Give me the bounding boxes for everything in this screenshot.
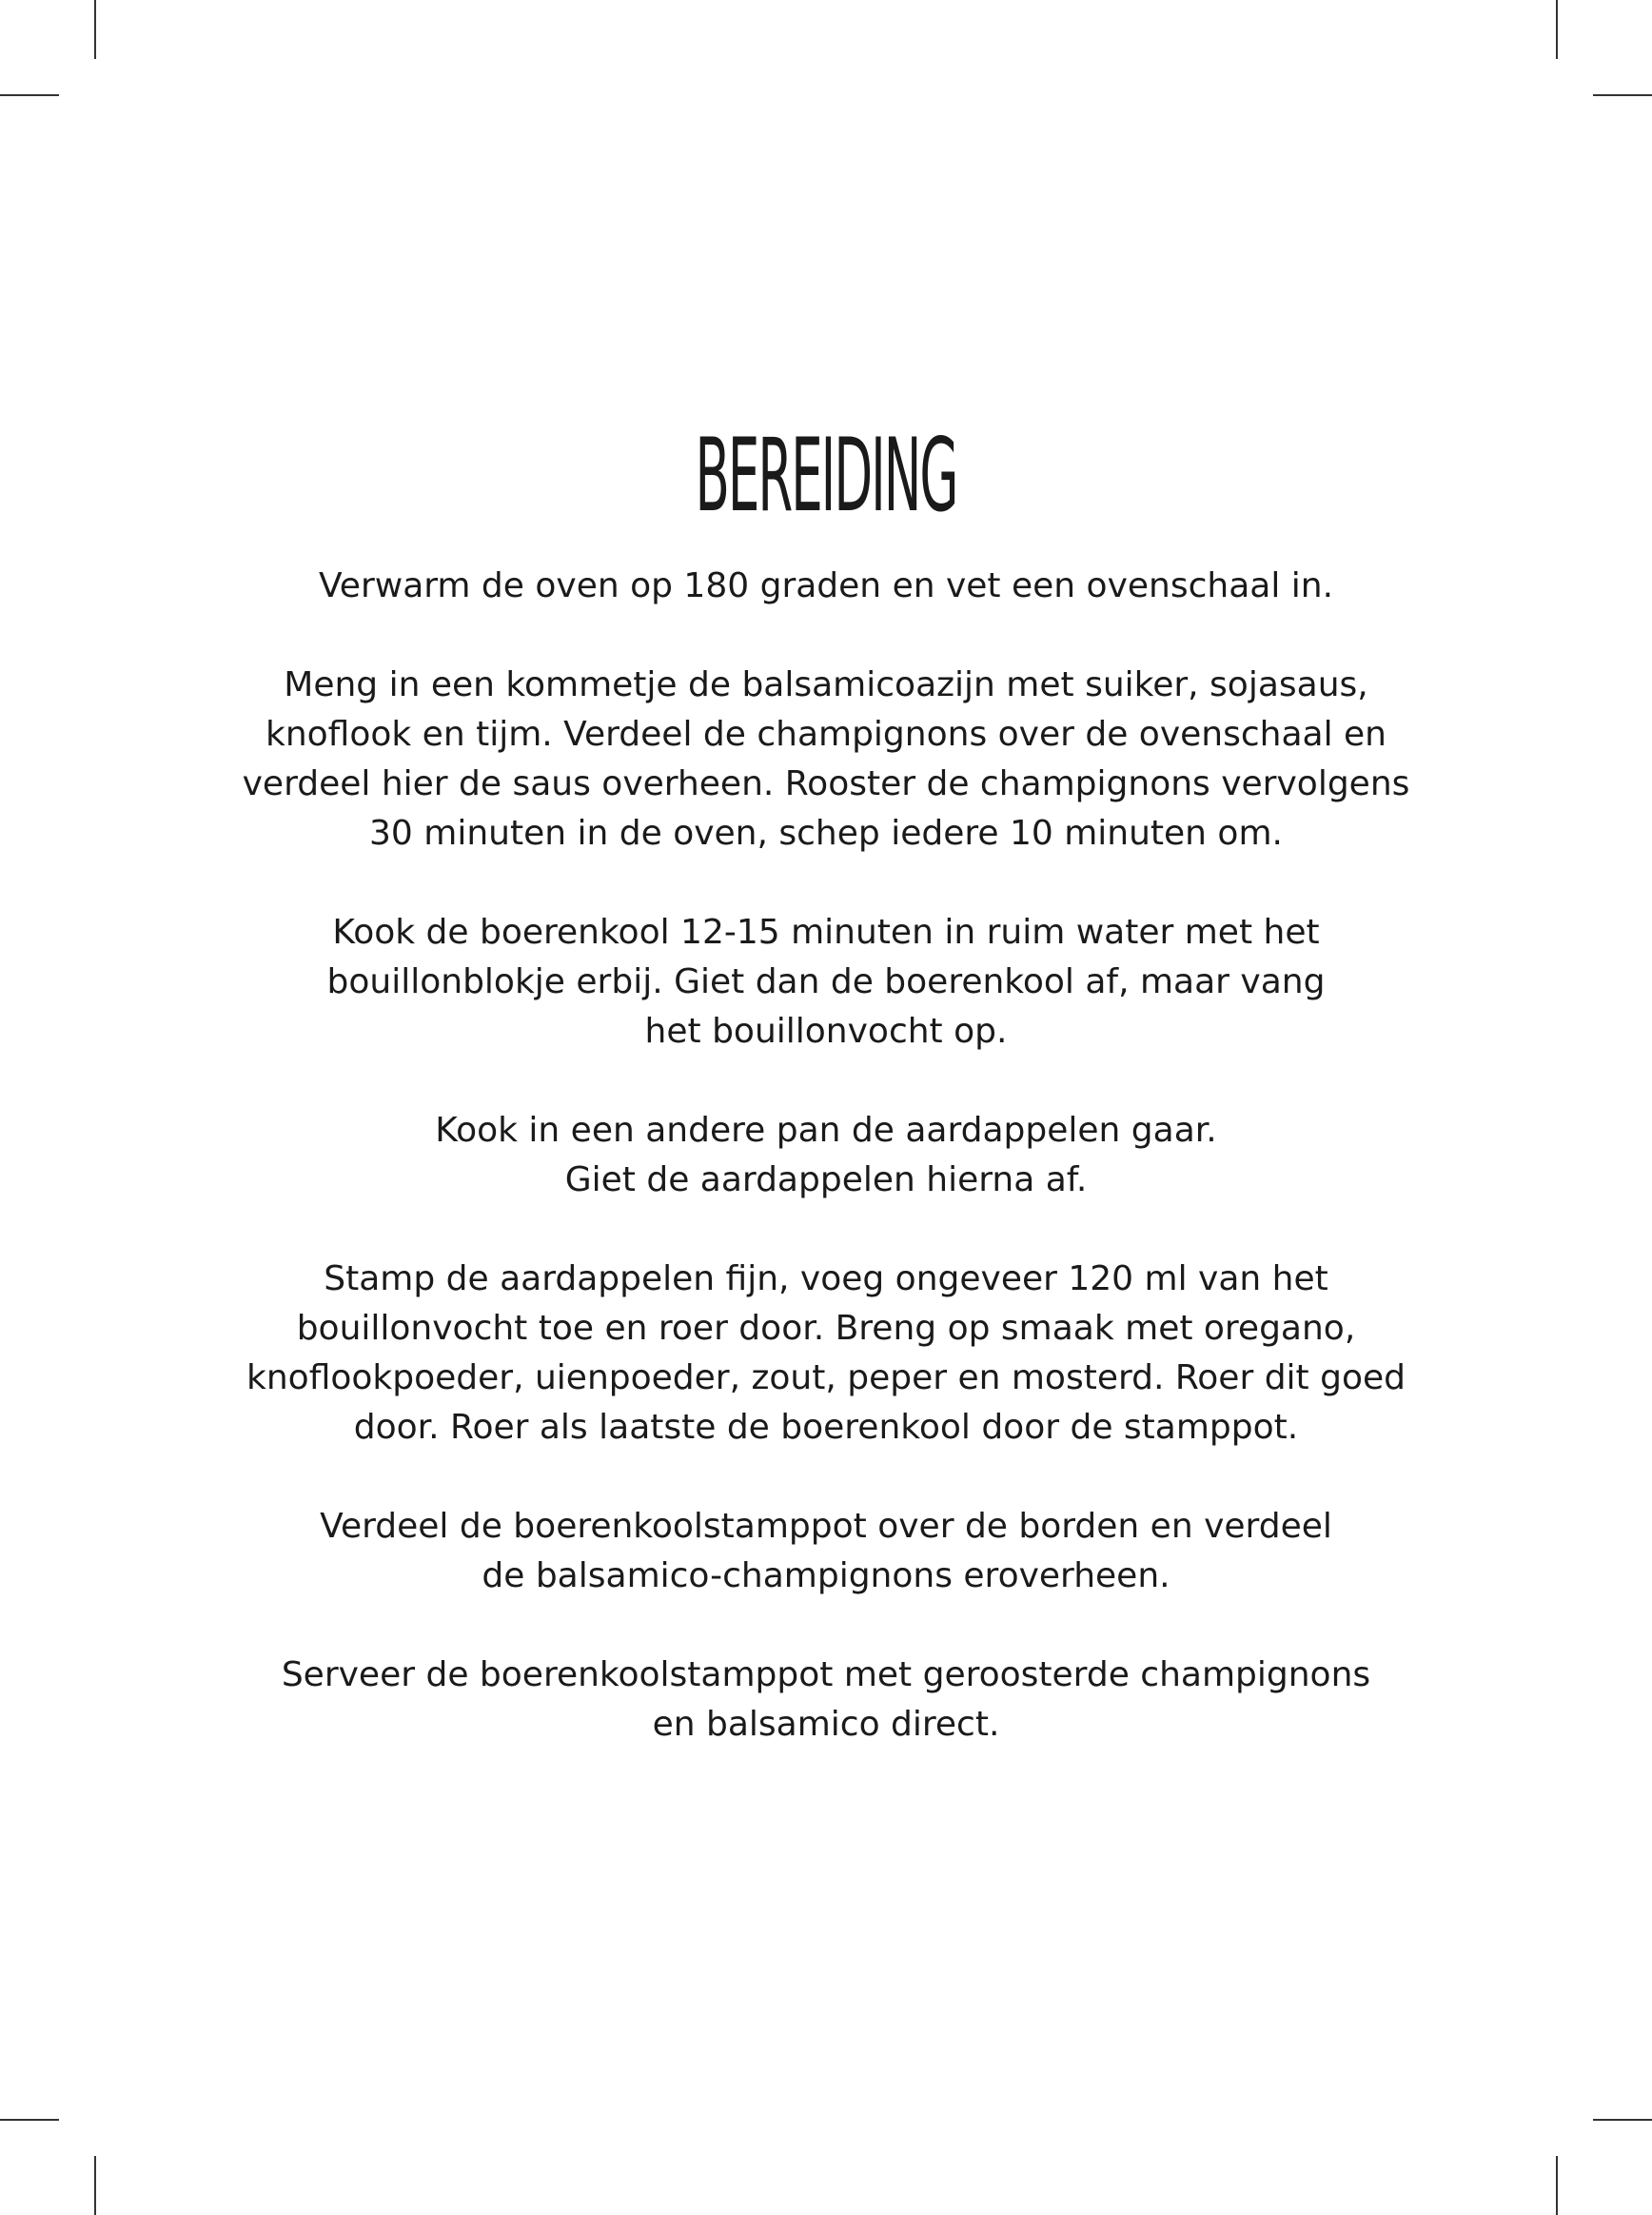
step-line: Kook de boerenkool 12-15 minuten in ruim water met het bbox=[332, 913, 1320, 952]
step-paragraph bbox=[190, 908, 1462, 1057]
step-line: knoflook en tijm. Verdeel de champignons over de ovenschaal en bbox=[265, 715, 1387, 754]
crop-mark-bottom-left-horizontal bbox=[0, 2119, 59, 2121]
step-line: door. Roer als laatste de boerenkool door de stamppot. bbox=[353, 1408, 1299, 1447]
step-line: Stamp de aardappelen fijn, voeg ongeveer 120 ml van het bbox=[324, 1259, 1328, 1298]
step-paragraph bbox=[190, 1651, 1462, 1750]
step-line: Meng in een kommetje de balsamicoazijn met suiker, sojasaus, bbox=[284, 665, 1368, 704]
step-paragraph bbox=[190, 1255, 1462, 1453]
step-paragraph bbox=[190, 562, 1462, 611]
crop-mark-top-left-horizontal bbox=[0, 94, 59, 96]
crop-mark-bottom-right-horizontal bbox=[1593, 2119, 1652, 2121]
crop-mark-top-right-vertical bbox=[1556, 0, 1558, 59]
step-paragraph bbox=[190, 1106, 1462, 1205]
step-line: Kook in een andere pan de aardappelen gaar. bbox=[435, 1111, 1217, 1150]
step-line: de balsamico-champignons eroverheen. bbox=[482, 1556, 1170, 1595]
step-line: Verdeel de boerenkoolstamppot over de borden en verdeel bbox=[320, 1507, 1332, 1546]
step-line: Verwarm de oven op 180 graden en vet een ovenschaal in. bbox=[318, 566, 1334, 605]
crop-mark-bottom-left-vertical bbox=[94, 2156, 96, 2215]
step-paragraph bbox=[190, 1502, 1462, 1601]
step-line: het bouillonvocht op. bbox=[644, 1012, 1008, 1051]
crop-mark-top-right-horizontal bbox=[1593, 94, 1652, 96]
preparation-steps bbox=[190, 562, 1462, 1799]
crop-mark-top-left-vertical bbox=[94, 0, 96, 59]
page-title: BEREIDING bbox=[695, 417, 957, 534]
step-line: verdeel hier de saus overheen. Rooster de champignons vervolgens bbox=[242, 764, 1410, 803]
step-line: knoflookpoeder, uienpoeder, zout, peper en mosterd. Roer dit goed bbox=[246, 1358, 1406, 1397]
step-line: 30 minuten in de oven, schep iedere 10 minuten om. bbox=[369, 814, 1283, 853]
step-line: bouillonblokje erbij. Giet dan de boerenkool af, maar vang bbox=[326, 962, 1326, 1001]
step-line: en balsamico direct. bbox=[652, 1705, 1000, 1744]
crop-mark-bottom-right-vertical bbox=[1556, 2156, 1558, 2215]
step-line: Serveer de boerenkoolstamppot met geroosterde champignons bbox=[281, 1655, 1371, 1694]
step-line: bouillonvocht toe en roer door. Breng op smaak met oregano, bbox=[296, 1309, 1356, 1348]
step-line: Giet de aardappelen hierna af. bbox=[564, 1160, 1088, 1199]
step-paragraph bbox=[190, 661, 1462, 859]
